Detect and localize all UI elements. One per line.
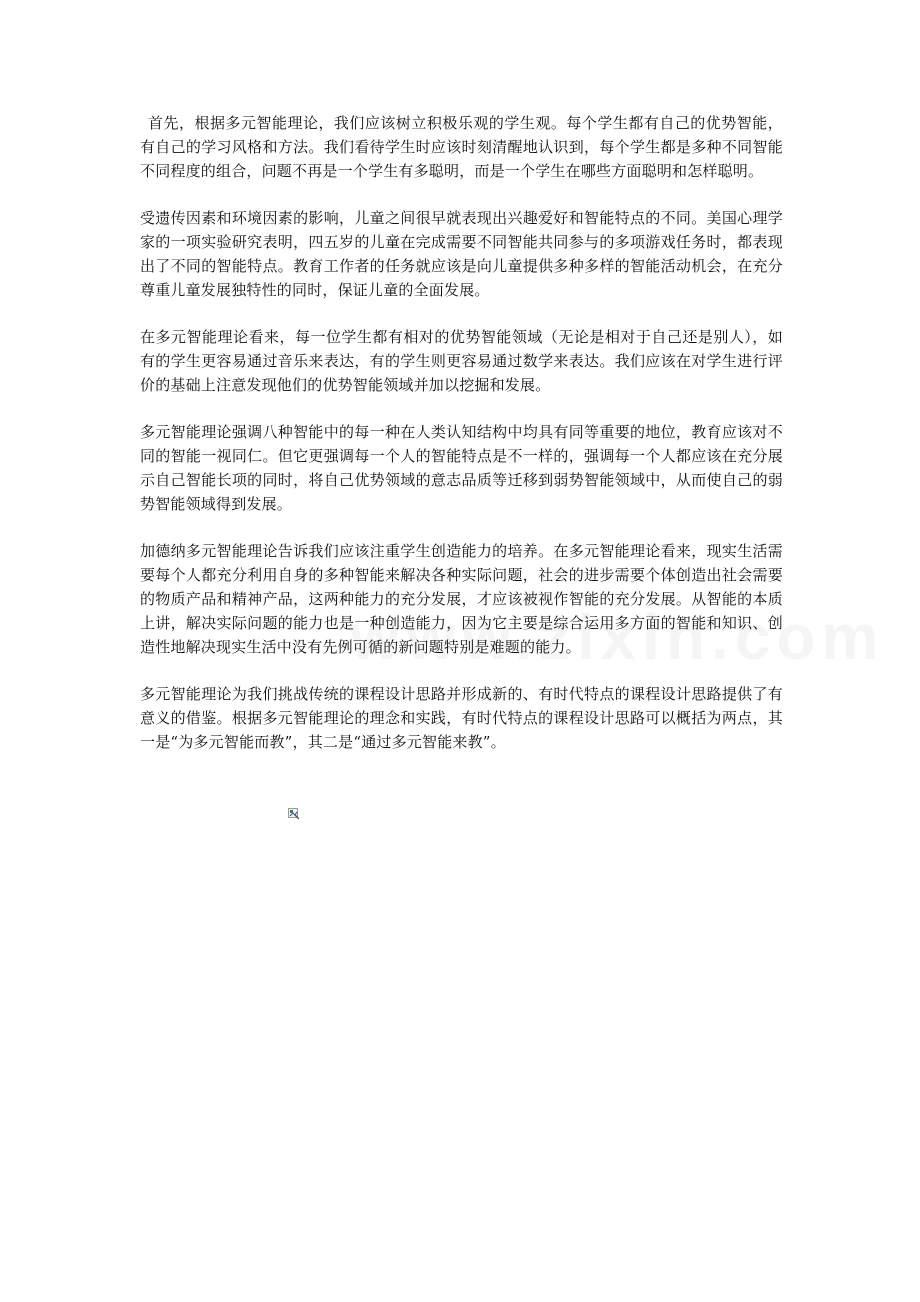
paragraph-1: 首先，根据多元智能理论，我们应该树立积极乐观的学生观。每个学生都有自己的优势智能，有自己的学习风格和方法。我们看待学生时应该时刻清醒地认识到，每个学生都是多种不同智能不同程度的组合，问题不再是一个学生有多聪明，而是一个学生在哪些方面聪明和怎样聪明。	[140, 114, 783, 180]
document-body	[140, 111, 783, 777]
paragraph-6: 多元智能理论为我们挑战传统的课程设计思路并形成新的、有时代特点的课程设计思路提供了有意义的借鉴。根据多元智能理论的理念和实践，有时代特点的课程设计思路可以概括为两点，其一是“为多元智能而教”，其二是“通过多元智能来教”。	[140, 685, 783, 751]
broken-image-icon	[288, 805, 300, 817]
paragraph-4: 多元智能理论强调八种智能中的每一种在人类认知结构中均具有同等重要的地位，教育应该对不同的智能一视同仁。但它更强调每一个人的智能特点是不一样的，强调每一个人都应该在充分展示自己智能长项的同时，将自己优势领域的意志品质等迁移到弱势智能领域中，从而使自己的弱势智能领域得到发展。	[140, 423, 783, 513]
paragraph-2: 受遗传因素和环境因素的影响，儿童之间很早就表现出兴趣爱好和智能特点的不同。美国心理学家的一项实验研究表明，四五岁的儿童在完成需要不同智能共同参与的多项游戏任务时，都表现出了不同的智能特点。教育工作者的任务就应该是向儿童提供多种多样的智能活动机会，在充分尊重儿童发展独特性的同时，保证儿童的全面发展。	[140, 209, 783, 299]
paragraph-3: 在多元智能理论看来，每一位学生都有相对的优势智能领域（无论是相对于自己还是别人），如有的学生更容易通过音乐来表达，有的学生则更容易通过数学来表达。我们应该在对学生进行评价的基础上注意发现他们的优势智能领域并加以挖掘和发展。	[140, 328, 783, 394]
paragraph-5: 加德纳多元智能理论告诉我们应该注重学生创造能力的培养。在多元智能理论看来，现实生活需要每个人都充分利用自身的多种智能来解决各种实际问题，社会的进步需要个体创造出社会需要的物质产品和精神产品，这两种能力的充分发展，才应该被视作智能的充分发展。从智能的本质上讲，解决实际问题的能力也是一种创造能力，因为它主要是综合运用多方面的智能和知识、创造性地解决现实生活中没有先例可循的新问题特别是难题的能力。	[140, 542, 783, 656]
